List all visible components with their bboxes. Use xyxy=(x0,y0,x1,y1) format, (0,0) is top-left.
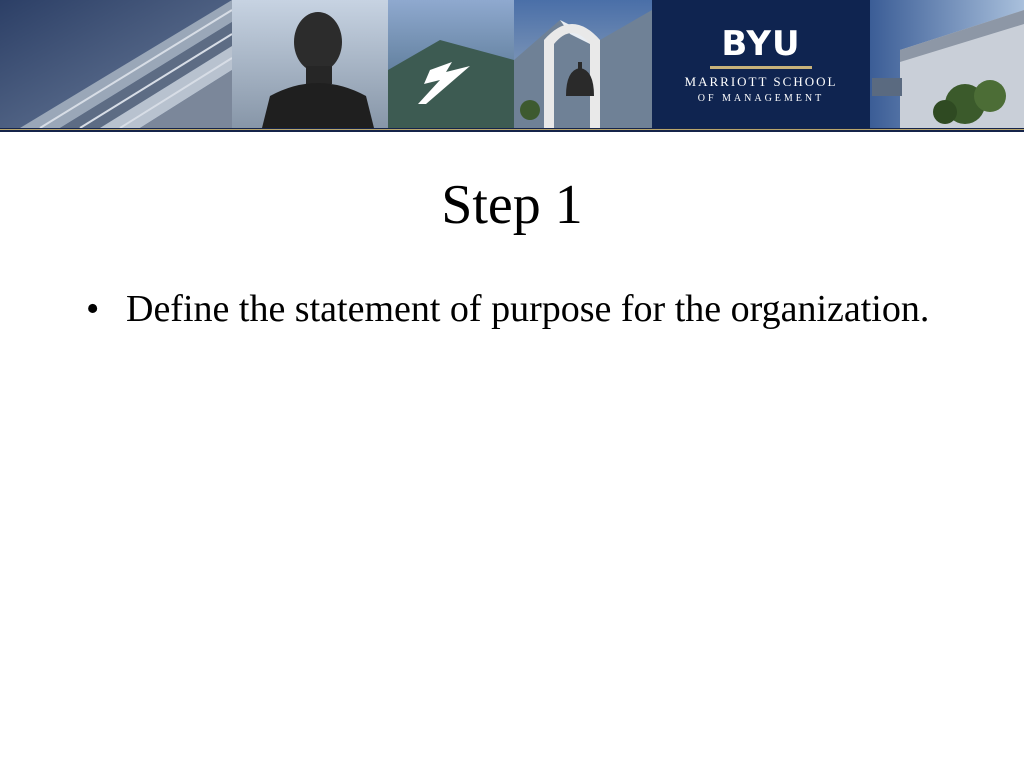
building-facade-image xyxy=(0,0,232,128)
mountain-y-image xyxy=(388,0,514,128)
campus-building-image xyxy=(870,0,1024,128)
banner-divider-gold xyxy=(0,129,1024,130)
logo-school-name: MARRIOTT SCHOOL xyxy=(684,74,838,89)
banner-photo-collage xyxy=(0,0,1024,128)
logo-gold-rule xyxy=(710,66,812,69)
header-banner xyxy=(0,0,1024,128)
bullet-marker: • xyxy=(86,288,100,330)
bullet-item xyxy=(86,284,946,335)
byu-marriott-logo xyxy=(652,0,870,128)
logo-school-subtitle: OF MANAGEMENT xyxy=(697,93,825,104)
bell-tower-image xyxy=(514,0,652,128)
logo-wordmark: BYU xyxy=(721,24,801,64)
bullet-text: Define the statement of purpose for the organization. xyxy=(126,288,930,330)
bullet-list xyxy=(86,284,946,335)
slide-title: Step 1 xyxy=(441,174,583,236)
statue-image xyxy=(232,0,388,128)
